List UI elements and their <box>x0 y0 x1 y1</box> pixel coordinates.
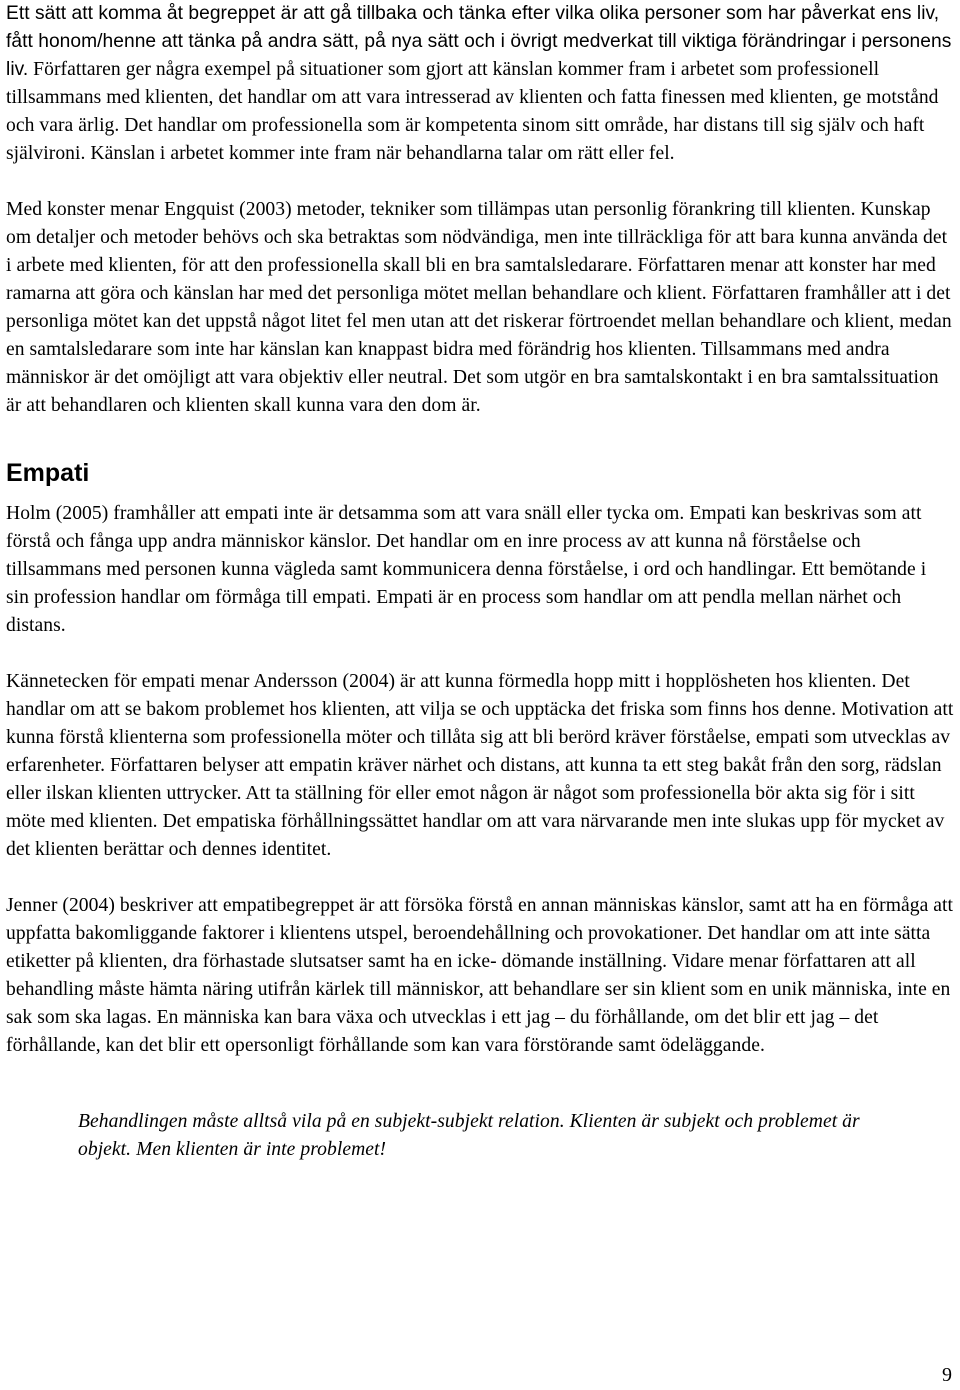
paragraph-holm: Holm (2005) framhåller att empati inte är detsamma som att vara snäll eller tycka om. Empati kan beskrivas som att förstå och fånga upp andra människor känslor. Det handlar om en inre process av att kunna nå förståelse och tillsammans med personen kunna vägleda samt kommunicera denna förståelse, i ord och handlingar. Ett bemötande i sin profession handlar om förmåga till empati. Empati är en process som handlar om att pendla mellan närhet och distans. <box>6 503 927 636</box>
paragraph-konster: Med konster menar Engquist (2003) metoder, tekniker som tillämpas utan personlig förankring till klienten. Kunskap om detaljer och metoder behövs och ska betraktas som nödvändiga, men inte tillräckliga för att bara kunna använda det i arbete med klienten, för att den professionella skall bli en bra samtalsledarare. Författaren menar att konster har med ramarna att göra och känslan har med det personliga mötet mellan behandlare och klient. Författaren framhåller att i det personliga mötet kan det uppstå något litet fel men utan att det riskerar förtroendet mellan behandlare och klient, medan en samtalsledarare som inte har känslan kan knappast bidra med förändrig hos klienten. Tillsammans med andra människor är det omöjligt att vara objektiv eller neutral. Det som utgör en bra samtalskontakt i en bra samtalssituation är att behandlaren och klienten skall kunna vara den dom är. <box>6 199 952 416</box>
paragraph-intro-sans-part: Ett sätt att komma åt begreppet är att gå tillbaka och tänka efter vilka olika personer som har påverkat ens liv, fått honom/henne att tänka på andra sätt, på nya sätt och i övrigt medverkat till viktiga förändringar i personens liv. <box>6 3 952 80</box>
italic-quote: Behandlingen måste alltså vila på en subjekt-subjekt relation. Klienten är subjekt och problemet är objekt. Men klienten är inte problemet! <box>78 1111 860 1160</box>
document-page <box>6 0 954 1164</box>
section-heading-empati: Empati <box>6 459 90 487</box>
paragraph-intro-serif-part: Författaren ger några exempel på situationer som gjort att känslan kommer fram i arbetet som professionell tillsammans med klienten, det handlar om att vara intresserad av klienten och fatta finessen med klienten, ge motstånd och vara ärlig. Det handlar om professionella som är kompetenta sinom sitt område, har distans till sig själv och haft självironi. Känslan i arbetet kommer inte fram när behandlarna talar om rätt eller fel. <box>6 59 939 164</box>
paragraph-jenner: Jenner (2004) beskriver att empatibegreppet är att försöka förstå en annan människas känslor, samt att ha en förmåga att uppfatta bakomliggande faktorer i klientens utspel, beroendehållning och provokationer. Det handlar om att inte sätta etiketter på klienten, dra förhastade slutsatser samt ha en icke- dömande inställning. Vidare menar författaren att all behandling måste hämta näring utifrån kärlek till människor, att behandlare ser sin klient som en unik människa, inte en sak som ska lagas. En människa kan bara växa och utvecklas i ett jag – du förhållande, om det blir ett jag – det förhållande, kan det blir ett opersonligt förhållande som kan vara förstörande samt ödeläggande. <box>6 895 954 1056</box>
paragraph-intro <box>6 0 954 168</box>
paragraph-andersson: Kännetecken för empati menar Andersson (2004) är att kunna förmedla hopp mitt i hopplösheten hos klienten. Det handlar om att se bakom problemet hos klienten, att vilja se och upptäcka det friska som finns hos denne. Motivation att kunna förstå klienterna som professionella möter och tillåta sig att bli berörd kräver förståelse, empati som utvecklas av erfarenheter. Författaren belyser att empatin kräver närhet och distans, att kunna ta ett steg bakåt från den sorg, rädslan eller ilskan klienten uttrycker. Att ta ställning för eller emot någon är något som professionella bör akta sig för i sitt möte med klienten. Det empatiska förhållningssättet handlar om att vara närvarande men inte slukas upp för mycket av det klienten berättar och dennes identitet. <box>6 671 954 860</box>
page-number: 9 <box>942 1364 952 1386</box>
